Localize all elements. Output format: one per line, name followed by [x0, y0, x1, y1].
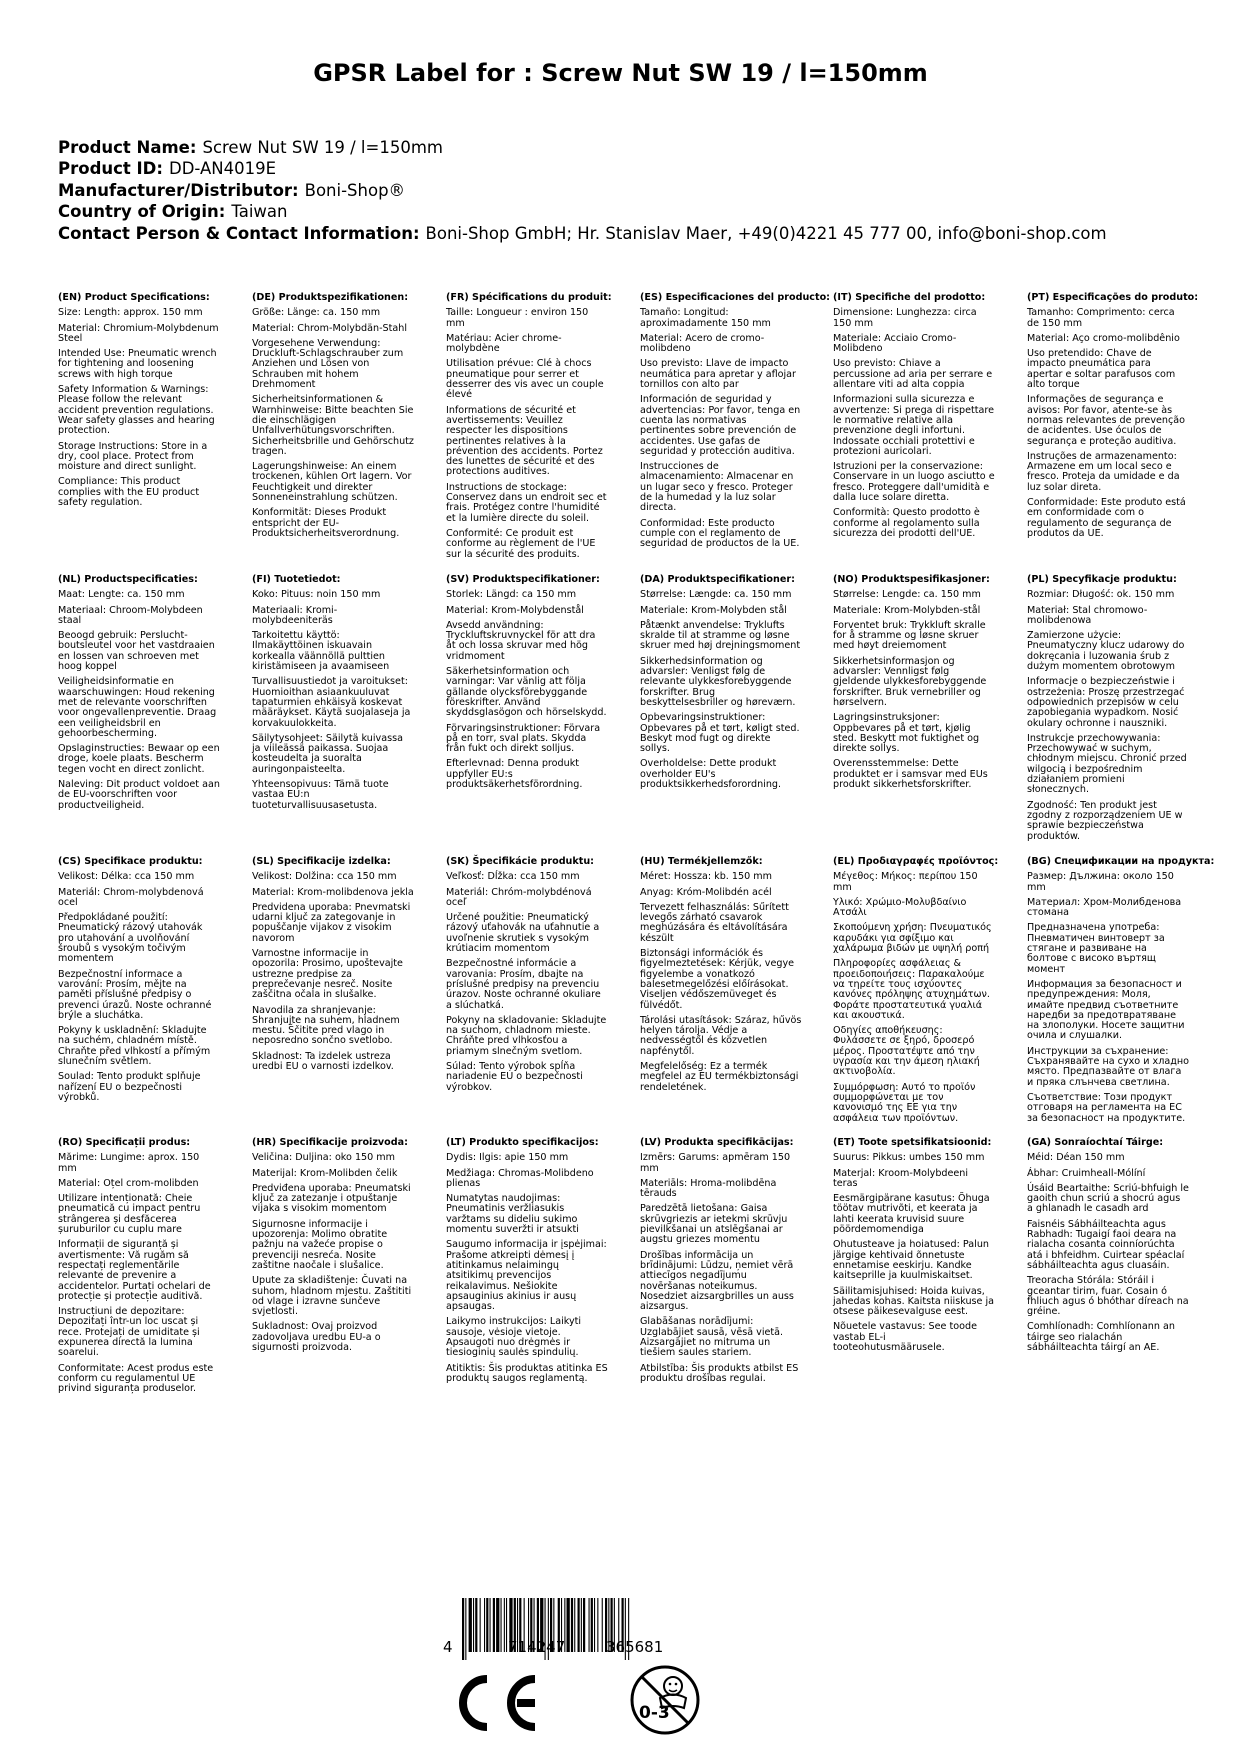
- spec-row: [58, 1138, 1208, 1438]
- spec-item: Skladnost: Ta izdelek ustreza uredbi EU o varnosti izdelkov.: [252, 1050, 394, 1073]
- spec-item: Súlad: Tento výrobok spĺňa nariadenie EÚ o bezpečnosti výrobkov.: [446, 1061, 583, 1093]
- spec-item: Atbilstība: Šis produkts atbilst ES produktu drošības regulai.: [640, 1362, 799, 1384]
- spec-item: Storage Instructions: Store in a dry, cool place. Protect from moisture and direct sunlight.: [58, 440, 208, 473]
- spec-item: Utilisation prévue: Clé à chocs pneumatique pour serrer et desserrer des vis avec un couple élevé: [446, 358, 604, 401]
- spec-item: Efterlevnad: Denna produkt uppfyller EU:s produktsäkerhetsförordning.: [446, 758, 583, 791]
- spec-item: Medžiaga: Chromas-Molibdeno plienas: [446, 1167, 594, 1189]
- spec-item: Veiligheidsinformatie en waarschuwingen: Houd rekening met de relevante voorschriften voor ongevallenpreventie. Draag een veiligheidsbril en gehoorbescherming.: [58, 676, 217, 739]
- spec-item: Informazioni sulla sicurezza e avvertenze: Si prega di rispettare le normative relative alla prevenzione degli infortuni. Indossate occhiali protettivi e protezioni auricolari.: [833, 394, 995, 457]
- spec-item: Materjal: Kroom-Molybdeeni teras: [833, 1167, 969, 1189]
- spec-item: Materiál: Chrom-molybdenová ocel: [58, 886, 204, 908]
- spec-item: Numatytas naudojimas: Pneumatinis veržliasukis varžtams su dideliu sukimo momentu suveržti ir atsukti: [446, 1193, 579, 1236]
- spec-item: Material: Chromium-Molybdenum Steel: [58, 322, 219, 344]
- spec-item: Material: Acero de cromo-molibdeno: [640, 332, 765, 355]
- spec-item: Materiāls: Hroma-molibdēna tērauds: [640, 1177, 777, 1200]
- spec-item: Conformità: Questo prodotto è conforme al regolamento sulla sicurezza dei prodotti dell'UE.: [833, 507, 980, 539]
- spec-language-block: [833, 1138, 995, 1353]
- spec-item: Overensstemmelse: Dette produktet er i samsvar med EUs produkt sikkerhetsforskrifter.: [833, 758, 988, 791]
- spec-item: Uso previsto: Chiave a percussione ad aria per serrare e allentare viti ad alta coppia: [833, 358, 993, 391]
- spec-item: Méid: Déan 150 mm: [1027, 1152, 1125, 1164]
- spec-item: Intended Use: Pneumatic wrench for tightening and loosening screws with high torque: [58, 348, 217, 380]
- spec-language-block: [58, 1138, 220, 1395]
- spec-item: Suurus: Pikkus: umbes 150 mm: [833, 1152, 985, 1164]
- spec-item: Sikkerhedsinformation og advarsler: Venligst følg de relevante ulykkesforebyggende forskrifter. Brug beskyttelsesbriller og høreværn.: [640, 655, 796, 708]
- spec-heading: (EN) Product Specifications:: [58, 292, 210, 303]
- spec-item: Conformidade: Este produto está em conformidade com o regulamento de segurança de produtos da UE.: [1027, 497, 1186, 539]
- spec-item: Materiál: Chróm-molybdénová oceľ: [446, 886, 592, 908]
- spec-item: Sigurnosne informacije i upozorenja: Molimo obratite pažnju na važeće propise o prevenciji nesreća. Nosite zaštitne naočale i slušalice.: [252, 1218, 388, 1271]
- spec-heading: (ET) Toote spetsifikatsioonid:: [833, 1137, 992, 1148]
- spec-item: Οδηγίες αποθήκευσης: Φυλάσσετε σε ξηρό, δροσερό μέρος. Προστατέψτε από την υγρασία και την άμεση ηλιακή ακτινοβολία.: [833, 1025, 980, 1078]
- spec-heading: (ES) Especificaciones del producto:: [640, 292, 831, 303]
- barcode-bar: [493, 1598, 495, 1652]
- spec-item: Materiale: Krom-Molybden stål: [640, 604, 787, 616]
- spec-item: Størrelse: Lengde: ca. 150 mm: [833, 589, 981, 601]
- spec-language-block: [58, 293, 220, 508]
- spec-item: Pokyny k uskladnění: Skladujte na suchém, chladném místě. Chraňte před vlhkostí a přímým slunečním světlem.: [58, 1025, 211, 1068]
- spec-item: Izmērs: Garums: apmēram 150 mm: [640, 1152, 791, 1174]
- spec-item: Material: Aço cromo-molibdênio: [1027, 332, 1180, 344]
- barcode-bar: [589, 1598, 590, 1652]
- spec-language-block: [446, 1138, 608, 1384]
- spec-item: Naleving: Dit product voldoet aan de EU-voorschriften voor productveiligheid.: [58, 779, 220, 811]
- spec-language-block: [640, 575, 802, 790]
- spec-item: Μέγεθος: Μήκος: περίπου 150 mm: [833, 871, 978, 893]
- spec-item: Avsedd användning: Tryckluftskruvnyckel för att dra åt och lossa skruvar med hög vridmoment: [446, 619, 596, 662]
- spec-item: Upute za skladištenje: Čuvati na suhom, hladnom mjestu. Zaštititi od vlage i izravne sunčeve svjetlosti.: [252, 1275, 412, 1318]
- spec-item: Uso pretendido: Chave de impacto pneumática para apertar e soltar parafusos com alto torque: [1027, 348, 1176, 391]
- barcode-bar: [571, 1598, 573, 1652]
- barcode-bar: [567, 1598, 570, 1652]
- spec-row: [58, 293, 1208, 593]
- spec-heading: (EL) Προδιαγραφές προϊόντος:: [833, 856, 999, 867]
- spec-item: Tamaño: Longitud: aproximadamente 150 mm: [640, 307, 771, 329]
- barcode-bar: [496, 1598, 499, 1652]
- product-info-label: Manufacturer/Distributor:: [58, 180, 299, 200]
- barcode-bar: [591, 1598, 593, 1652]
- barcode-bar: [602, 1598, 603, 1652]
- spec-item: Megfelelőség: Ez a termék megfelel az EU termékbiztonsági rendeletének.: [640, 1061, 799, 1093]
- spec-item: Anyag: Króm-Molibdén acél: [640, 886, 772, 898]
- spec-item: Utilizare intenționată: Cheie pneumatică cu impact pentru strângerea și desfăcerea șuruburilor cu cuplu mare: [58, 1193, 201, 1236]
- spec-item: Информация за безопасност и предупреждения: Моля, имайте предвид съответните наредби за предотвратяване на злополуки. Носете защитни очила и слушалки.: [1027, 978, 1185, 1042]
- spec-item: Materiał: Stal chromowo-molibdenowa: [1027, 604, 1148, 626]
- spec-item: Matériau: Acier chrome-molybdène: [446, 332, 562, 355]
- barcode-bar: [501, 1598, 502, 1652]
- spec-language-block: [252, 293, 414, 539]
- spec-item: Turvallisuustiedot ja varoitukset: Huomioithan asiaankuuluvat tapaturmien ehkäisyä koskevat määräykset. Käytä suojalaseja ja korvakuulokkeita.: [252, 676, 411, 729]
- spec-language-block: [1027, 292, 1199, 539]
- spec-language-block: [1027, 575, 1189, 842]
- spec-row: [58, 574, 1215, 875]
- spec-item: Overholdelse: Dette produkt overholder EU's produktsikkerhedsforordning.: [640, 758, 782, 791]
- spec-language-block: [833, 293, 995, 539]
- spec-language-block: [252, 575, 414, 811]
- barcode-bar: [583, 1598, 585, 1652]
- spec-item: Zgodność: Ten produkt jest zgodny z rozporządzeniem UE w sprawie bezpieczeństwa produktów.: [1027, 799, 1183, 842]
- spec-item: Material: Chrom-Molybdän-Stahl: [252, 322, 408, 334]
- spec-item: Opbevaringsinstruktioner: Opbevares på et tørt, køligt sted. Beskyt mod fugt og direkte sollys.: [640, 712, 800, 755]
- product-info-value: Taiwan: [231, 202, 288, 222]
- spec-item: Pokyny na skladovanie: Skladujte na suchom, chladnom mieste. Chráňte pred vlhkosťou a priamym slnečným svetlom.: [446, 1014, 607, 1057]
- product-info-value: Boni-Shop GmbH; Hr. Stanislav Maer, +49(0)4221 45 777 00, info@boni-shop.com: [425, 223, 1107, 243]
- spec-item: Informations de sécurité et avertissements: Veuillez respecter les dispositions pertinentes relatives à la prévention des accidents. Portez des lunettes de sécurité et des protections auditives.: [446, 404, 603, 478]
- spec-item: Forventet bruk: Trykkluft skralle for å stramme og løsne skruer med høyt dreiemoment: [833, 619, 986, 652]
- spec-heading: (FI) Tuotetiedot:: [252, 574, 341, 585]
- spec-heading: (HR) Specifikacije proizvoda:: [252, 1137, 408, 1148]
- spec-item: Informacje o bezpieczeństwie i ostrzeżenia: Proszę przestrzegać odpowiednich przepisów w celu zapobiegania wypadkom. Nosić okulary ochronne i nauszniki.: [1027, 676, 1185, 729]
- spec-item: Velikost: Délka: cca 150 mm: [58, 871, 195, 883]
- spec-item: Safety Information & Warnings: Please follow the relevant accident prevention regulations. Wear safety glasses and hearing protection.: [58, 384, 215, 437]
- spec-item: Instructions de stockage: Conservez dans un endroit sec et frais. Protégez contre l'humidité et la lumière directe du soleil.: [446, 481, 607, 524]
- spec-item: Paredzētā lietošana: Gaisa skrūvgriezis ar ietekmi skrūvju pievilkšanai un atslēgšanai ar augstu griezes momentu: [640, 1203, 788, 1246]
- barcode-bar: [506, 1598, 507, 1652]
- spec-item: Istruzioni per la conservazione: Conservare in un luogo asciutto e fresco. Proteggere dall'umidità e dalla luce solare diretta.: [833, 461, 995, 504]
- product-info-line: [58, 201, 1208, 222]
- barcode-digits-right: 365681: [606, 1638, 664, 1656]
- product-info-label: Product Name:: [58, 138, 197, 157]
- spec-item: Ohutusteave ja hoiatused: Palun järgige kehtivaid õnnetuste ennetamise eeskirju. Kandke kaitseprille ja kuulmiskaitset.: [833, 1239, 989, 1282]
- product-info-label: Contact Person & Contact Information:: [58, 223, 420, 243]
- spec-heading: (PL) Specyfikacje produktu:: [1027, 574, 1177, 585]
- spec-item: Faisnéis Sábháilteachta agus Rabhadh: Tugaigí faoi deara na rialacha cosanta coinníorúchta atá i bhfeidhm. Cuirtear spéaclaí sábháilteachta agus cluasáin.: [1027, 1218, 1185, 1271]
- spec-item: Συμμόρφωση: Αυτό το προϊόν συμμορφώνεται με τον κανονισμό της ΕΕ για την ασφάλεια των προϊόντων.: [833, 1081, 976, 1124]
- barcode-bar: [469, 1598, 472, 1652]
- spec-item: Sicherheitsinformationen & Warnhinweise: Bitte beachten Sie die einschlägigen Unfallverhütungsvorschriften. Sicherheitsbrille und Gehörschutz tragen.: [252, 394, 414, 457]
- page-title: GPSR Label for : Screw Nut SW 19 / l=150mm: [313, 59, 928, 87]
- spec-item: Säilitamisjuhised: Hoida kuivas, jahedas kohas. Kaitsta niiskuse ja otsese päikesevalguse eest.: [833, 1285, 995, 1318]
- spec-heading: (LV) Produkta specifikācijas:: [640, 1137, 794, 1148]
- spec-item: Yhteensopivuus: Tämä tuote vastaa EU:n tuoteturvallisuusasetusta.: [252, 779, 389, 811]
- spec-item: Size: Length: approx. 150 mm: [58, 307, 203, 319]
- spec-item: Sikkerhetsinformasjon og advarsler: Vennligst følg gjeldende ulykkesforebyggende forskrifter. Bruk vernebriller og hørselvern.: [833, 655, 987, 708]
- spec-item: Vorgesehene Verwendung: Druckluft-Schlagschrauber zum Anziehen und Lösen von Schrauben mit hohem Drehmoment: [252, 337, 404, 391]
- spec-item: Предназначена употреба: Пневматичен винтоверт за стягане и развиване на болтове с високо въртящ момент: [1027, 922, 1165, 975]
- spec-item: Storlek: Längd: ca 150 mm: [446, 589, 577, 601]
- spec-item: Bezpečnostní informace a varování: Prosím, mějte na paměti příslušné předpisy o prevenci úrazů. Noste ochranné brýle a sluchátka.: [58, 968, 212, 1021]
- spec-item: Instrucțiuni de depozitare: Depozitați într-un loc uscat și rece. Protejați de umiditate și expunerea directă la lumina soarelui.: [58, 1306, 200, 1359]
- spec-item: Materiaal: Chroom-Molybdeen staal: [58, 604, 203, 626]
- barcode-bar: [473, 1598, 474, 1652]
- spec-heading: (CS) Specifikace produktu:: [58, 856, 203, 867]
- spec-language-block: [1027, 856, 1215, 1124]
- spec-language-block: [252, 1138, 414, 1353]
- spec-item: Dimensione: Lunghezza: circa 150 mm: [833, 307, 977, 329]
- spec-heading: (DA) Produktspecifikationer:: [640, 574, 795, 585]
- spec-heading: (FR) Spécifications du produit:: [446, 292, 612, 303]
- barcode-bar: [594, 1598, 595, 1652]
- spec-item: Soulad: Tento produkt splňuje nařízení EU o bezpečnosti výrobků.: [58, 1071, 201, 1103]
- ce-mark-icon: [459, 1673, 543, 1733]
- spec-item: Påtænkt anvendelse: Tryklufts skralde til at stramme og løsne skruer med høj drejningsmoment: [640, 619, 801, 652]
- spec-item: Размер: Дължина: около 150 mm: [1027, 871, 1174, 893]
- spec-heading: (NL) Productspecificaties:: [58, 574, 198, 585]
- spec-item: Material: Krom-Molybdenstål: [446, 604, 584, 616]
- spec-item: Πληροφορίες ασφάλειας & προειδοποιήσεις: Παρακαλούμε να τηρείτε τους ισχύοντες κανόνες πρόληψης ατυχημάτων. Φοράτε προστατευτικά γυαλιά και ακουστικά.: [833, 958, 990, 1021]
- spec-item: Treoracha Stórála: Stóráil i gceantar tirim, fuar. Cosain ó fhliuch agus ó bhóthar díreach na gréine.: [1027, 1275, 1189, 1318]
- spec-item: Материал: Хром-Молибденова стомана: [1027, 896, 1182, 919]
- barcode-bar: [581, 1598, 582, 1652]
- spec-item: Lagringsinstruksjoner: Oppbevares på et tørt, kjølig sted. Beskytt mot fuktighet og direkte sollys.: [833, 712, 980, 755]
- spec-item: Comhlíonadh: Comhlíonann an táirge seo rialachán sábháilteachta táirgí an AE.: [1027, 1321, 1175, 1354]
- barcode-bar: [480, 1598, 481, 1652]
- spec-heading: (GA) Sonraíochtaí Táirge:: [1027, 1137, 1164, 1148]
- spec-item: Sukladnost: Ovaj proizvod zadovoljava uredbu EU-a o sigurnosti proizvoda.: [252, 1321, 381, 1354]
- spec-item: Materijal: Krom-Molibden čelik: [252, 1167, 398, 1179]
- spec-heading: (NO) Produktspesifikasjoner:: [833, 574, 990, 585]
- spec-item: Инструкции за съхранение: Съхранявайте на сухо и хладно място. Предпазвайте от влага и пряка слънчева светлина.: [1027, 1045, 1189, 1088]
- spec-item: Tárolási utasítások: Száraz, hűvös helyen tárolja. Védje a nedvességtől és közvetlen napfénytől.: [640, 1014, 802, 1057]
- spec-heading: (LT) Produkto specifikacijos:: [446, 1137, 599, 1148]
- barcode-bar: [578, 1598, 580, 1652]
- spec-item: Información de seguridad y advertencias: Por favor, tenga en cuenta las normativas pertinentes sobre prevención de accidentes. Use gafas de seguridad y protección auditiva.: [640, 394, 801, 457]
- barcode-bar: [574, 1598, 575, 1652]
- spec-item: Veľkosť: Dĺžka: cca 150 mm: [446, 871, 580, 883]
- spec-language-block: [640, 857, 802, 1093]
- spec-item: Съответствие: Този продукт отговаря на регламента на ЕС за безопасност на продуктите.: [1027, 1091, 1186, 1124]
- spec-item: Tarkoitettu käyttö: Ilmakäyttöinen iskuavain korkealla väännöllä pulttien kiristämiseen ja avaamiseen: [252, 630, 390, 673]
- spec-item: Laikymo instrukcijos: Laikyti sausoje, vėsioje vietoje. Apsaugoti nuo drėgmės ir tiesioginių saulės spindulių.: [446, 1316, 582, 1359]
- spec-item: Glabāšanas norādījumi: Uzglabājiet sausā, vēsā vietā. Aizsargājiet no mitruma un tiešiem saules stariem.: [640, 1316, 784, 1359]
- barcode-bar: [490, 1598, 491, 1652]
- spec-heading: (HU) Termékjellemzők:: [640, 856, 763, 867]
- spec-item: Určené použitie: Pneumatický rázový uťahovák na uťahnutie a uvoľnenie skrutiek s vysokým krútiacim momentom: [446, 912, 600, 955]
- spec-language-block: [833, 575, 995, 790]
- spec-item: Navodila za shranjevanje: Shranjujte na suhem, hladnem mestu. Ščitite pred vlago in neposredno sončno svetlobo.: [252, 1004, 400, 1047]
- spec-item: Dydis: Ilgis: apie 150 mm: [446, 1152, 569, 1164]
- product-info-value: Screw Nut SW 19 / l=150mm: [202, 138, 443, 157]
- spec-item: Materiaali: Kromi-molybdeeniteräs: [252, 604, 338, 626]
- spec-item: Maat: Lengte: ca. 150 mm: [58, 589, 185, 601]
- spec-row: [58, 856, 1215, 1157]
- spec-item: Atitiktis: Šis produktas atitinka ES produktų saugos reglamentą.: [446, 1362, 608, 1384]
- barcode-bar: [462, 1598, 464, 1660]
- spec-item: Konformität: Dieses Produkt entspricht der EU-Produktsicherheitsverordnung.: [252, 507, 400, 539]
- spec-item: Nõuetele vastavus: See toode vastab EL-i tooteohutusmäärusele.: [833, 1321, 977, 1354]
- spec-item: Σκοπούμενη χρήση: Πνευματικός καρυδάκι για σφίξιμο και χαλάρωμα βιδών με υψηλή ροπή: [833, 922, 992, 955]
- spec-item: Beoogd gebruik: Perslucht-boutsleutel voor het vastdraaien en lossen van schroeven met hoog koppel: [58, 630, 215, 673]
- spec-item: Materiale: Krom-Molybden-stål: [833, 604, 981, 616]
- spec-language-block: [446, 575, 608, 790]
- not-for-children-0-3-icon: [629, 1664, 701, 1736]
- spec-language-block: [833, 856, 999, 1124]
- spec-item: Velikost: Dolžina: cca 150 mm: [252, 871, 397, 883]
- product-info-label: Country of Origin:: [58, 202, 226, 222]
- spec-item: Předpokládané použití: Pneumatický rázový utahovák pro utahování a uvolňování šroubů s vysokým točivým momentem: [58, 912, 203, 965]
- product-info-value: Boni-Shop®: [304, 180, 406, 200]
- spec-item: Größe: Länge: ca. 150 mm: [252, 307, 381, 319]
- spec-heading: (SK) Špecifikácie produktu:: [446, 856, 595, 867]
- spec-language-block: [446, 292, 612, 560]
- product-info-value: DD-AN4019E: [168, 159, 277, 179]
- spec-item: Méret: Hossza: kb. 150 mm: [640, 871, 772, 883]
- spec-item: Mărime: Lungime: aprox. 150 mm: [58, 1152, 200, 1174]
- spec-item: Koko: Pituus: noin 150 mm: [252, 589, 381, 601]
- product-info-line: [58, 223, 1208, 244]
- spec-item: Rozmiar: Długość: ok. 150 mm: [1027, 589, 1175, 601]
- spec-item: Conformitate: Acest produs este conform cu regulamentul UE privind siguranța produselor.: [58, 1362, 214, 1395]
- spec-item: Taille: Longueur : environ 150 mm: [446, 307, 589, 329]
- product-info: [58, 137, 1208, 244]
- spec-item: Opslaginstructies: Bewaar op een droge, koele plaats. Bescherm tegen vocht en direct zonlicht.: [58, 743, 220, 775]
- spec-item: Varnostne informacije in opozorila: Prosimo, upoštevajte ustrezne predpise za preprečevanje nesreč. Nosite zaščitna očala in slušalke.: [252, 948, 403, 1001]
- spec-item: Conformidad: Este producto cumple con el reglamento de seguridad de productos de la UE.: [640, 517, 800, 550]
- spec-item: Material: Krom-molibdenova jekla: [252, 886, 414, 898]
- product-info-line: [58, 180, 1208, 201]
- spec-heading: (RO) Specificații produs:: [58, 1137, 191, 1148]
- barcode-bar: [475, 1598, 477, 1652]
- spec-item: Materiale: Acciaio Cromo-Molibdeno: [833, 332, 957, 355]
- spec-item: Drošības informācija un brīdinājumi: Lūdzu, ņemiet vērā attiecīgos negadījumu novēršanas noteikumus. Nosedziet aizsargbrilles un auss aizsargus.: [640, 1249, 794, 1313]
- spec-language-block: [446, 857, 608, 1093]
- spec-item: Predviđena uporaba: Pneumatski ključ za zatezanje i otpuštanje vijaka s visokim momentom: [252, 1182, 411, 1215]
- spec-item: Instrucciones de almacenamiento: Almacenar en un lugar seco y fresco. Proteger de la humedad y la luz solar directa.: [640, 461, 794, 514]
- spec-item: Uso previsto: Llave de impacto neumática para apretar y aflojar tornillos con alto par: [640, 358, 797, 391]
- spec-language-block: [1027, 1138, 1189, 1353]
- spec-item: Tamanho: Comprimento: cerca de 150 mm: [1027, 307, 1175, 329]
- spec-item: Tervezett felhasználás: Sűrített levegős zárható csavarok meghúzására és eltávolítására készült: [640, 901, 789, 944]
- barcode-bar: [465, 1598, 466, 1660]
- spec-language-block: [640, 1138, 802, 1384]
- spec-item: Bezpečnostné informácie a varovania: Prosím, dbajte na príslušné predpisy na prevenciu úrazov. Noste ochranné okuliare a slúchatká.: [446, 958, 601, 1011]
- spec-heading: (SV) Produktspecifikationer:: [446, 574, 600, 585]
- spec-item: Zamierzone użycie: Pneumatyczny klucz udarowy do dokręcania i luzowania śrub z dużym momentem obrotowym: [1027, 630, 1185, 673]
- barcode-bar: [486, 1598, 488, 1652]
- spec-item: Conformité: Ce produit est conforme au règlement de l'UE sur la sécurité des produits.: [446, 527, 596, 560]
- spec-item: Saugumo informacija ir įspėjimai: Prašome atkreipti dėmesį į atitinkamus nelaimingų atsitikimų prevencijos reikalavimus. Nešiokite apsauginius akinius ir ausų apsaugas.: [446, 1239, 607, 1313]
- spec-item: Compliance: This product complies with the EU product safety regulation.: [58, 476, 200, 509]
- product-info-line: [58, 137, 1208, 158]
- spec-heading: (PT) Especificações do produto:: [1027, 292, 1199, 303]
- spec-item: Säkerhetsinformation och varningar: Var vänlig att följa gällande olycksförebyggande föreskrifter. Använd skyddsglasögon och hörselskydd.: [446, 666, 607, 719]
- spec-language-block: [252, 857, 414, 1072]
- spec-item: Eesmärgipärane kasutus: Õhuga töötav mutrivõti, et keerata ja lahti keerata kruvisid suure pöördemomendiga: [833, 1193, 990, 1236]
- spec-item: Úsáid Beartaithe: Scriú-bhfuigh le gaoith chun scriú a shocrú agus a ghlanadh le casadh ard: [1027, 1182, 1189, 1215]
- spec-heading: (SL) Specifikacije izdelka:: [252, 856, 391, 867]
- spec-heading: (BG) Спецификации на продукта:: [1027, 856, 1215, 867]
- barcode-bar: [484, 1598, 485, 1652]
- spec-item: Säilytysohjeet: Säilytä kuivassa ja viileässä paikassa. Suojaa kosteudelta ja suoralta auringonpaisteelta.: [252, 732, 403, 775]
- spec-item: Lagerungshinweise: An einem trockenen, kühlen Ort lagern. Vor Feuchtigkeit und direkter Sonneneinstrahlung schützen.: [252, 461, 412, 504]
- barcode-bar: [504, 1598, 505, 1652]
- spec-heading: (DE) Produktspezifikationen:: [252, 292, 409, 303]
- spec-item: Informações de segurança e avisos: Por favor, atente-se às normas relevantes de prevenção de acidentes. Use óculos de segurança e proteção auditiva.: [1027, 394, 1186, 447]
- product-info-line: [58, 158, 1208, 179]
- spec-language-block: [58, 575, 220, 811]
- barcode-digits-middle: 714247: [508, 1638, 566, 1656]
- spec-item: Förvaringsinstruktioner: Förvara på en torr, sval plats. Skydda från fukt och direkt solljus.: [446, 722, 601, 755]
- spec-item: Υλικό: Χρώμιο-Μολυβδαίνιο Ατσάλι: [833, 896, 967, 919]
- age-range-label: 0-3: [639, 1703, 670, 1723]
- product-info-label: Product ID:: [58, 159, 163, 179]
- spec-item: Biztonsági információk és figyelmeztetések: Kérjük, vegye figyelembe a vonatkozó balesetmegelőzési előírásokat. Viseljen védőszemüveget és fülvédőt.: [640, 948, 795, 1011]
- spec-heading: (IT) Specifiche del prodotto:: [833, 292, 986, 303]
- barcode-digit-left: 4: [443, 1638, 453, 1656]
- spec-language-block: [640, 292, 831, 550]
- spec-item: Veličina: Duljina: oko 150 mm: [252, 1152, 395, 1164]
- spec-item: Størrelse: Længde: ca. 150 mm: [640, 589, 792, 601]
- spec-language-block: [58, 857, 220, 1103]
- spec-item: Informații de siguranță și avertismente: Vă rugăm să respectați reglementările relevante de prevenire a accidentelor. Purtați ochelari de protecție și protecție auditivă.: [58, 1239, 211, 1302]
- barcode-bar: [597, 1598, 598, 1652]
- spec-item: Instrukcje przechowywania: Przechowywać w suchym, chłodnym miejscu. Chronić przed wilgocią i bezpośrednim działaniem promieni słonecznych.: [1027, 732, 1187, 796]
- spec-item: Instruções de armazenamento: Armazene em um local seco e fresco. Proteja da umidade e da luz solar direta.: [1027, 450, 1180, 493]
- spec-item: Material: Oțel crom-molibden: [58, 1177, 199, 1189]
- spec-item: Predvidena uporaba: Pnevmatski udarni ključ za zategovanje in popuščanje vijakov z visokim navorom: [252, 901, 411, 944]
- spec-item: Ábhar: Cruimheall-Mólíní: [1027, 1167, 1146, 1179]
